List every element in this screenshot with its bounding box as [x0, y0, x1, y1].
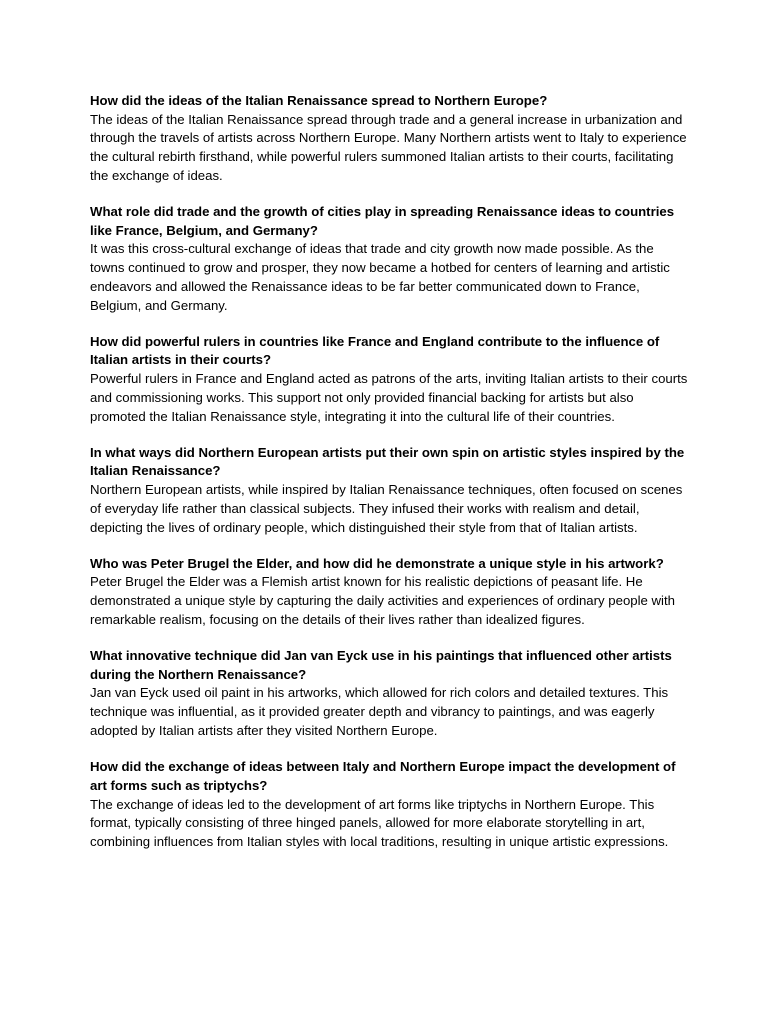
question-heading: How did powerful rulers in countries like France and England contribute to the influence of Italian artists in their courts? [90, 333, 660, 368]
qa-section [90, 647, 690, 741]
question-heading: What role did trade and the growth of cities play in spreading Renaissance ideas to countries like France, Belgium, and Germany? [90, 204, 675, 238]
qa-section [90, 555, 690, 630]
answer-paragraph: It was this cross-cultural exchange of ideas that trade and city growth now made possible. As the towns continued to grow and prosper, they now became a hotbed for centers of learning and artistic endeavors and allowed the Renaissance ideas to be far better communicated down to France, Belgium, and Germany. [90, 241, 670, 313]
qa-section [90, 203, 690, 315]
document-page [90, 92, 690, 869]
question-heading: How did the ideas of the Italian Renaissance spread to Northern Europe? [90, 93, 548, 108]
question-heading: What innovative technique did Jan van Eyck use in his paintings that influenced other artists during the Northern Renaissance? [90, 648, 672, 682]
question-heading: Who was Peter Brugel the Elder, and how did he demonstrate a unique style in his artwork? [90, 555, 664, 571]
answer-paragraph: Powerful rulers in France and England acted as patrons of the arts, inviting Italian artists to their courts and commissioning works. This support not only provided financial backing for artists but also promoted the Italian Renaissance style, integrating it into the cultural life of their countries. [90, 371, 688, 424]
qa-section [90, 92, 690, 186]
qa-section [90, 758, 690, 852]
question-heading: In what ways did Northern European artists put their own spin on artistic styles inspired by the Italian Renaissance? [90, 444, 685, 479]
qa-section [90, 333, 690, 427]
answer-paragraph: Northern European artists, while inspired by Italian Renaissance techniques, often focused on scenes of everyday life rather than classical subjects. They infused their works with realism and detail, depicting the lives of ordinary people, which distinguished their style from that of Italian artists. [90, 482, 683, 535]
answer-paragraph: The exchange of ideas led to the development of art forms like triptychs in Northern Europe. This format, typically consisting of three hinged panels, allowed for more elaborate storytelling in art, combining influences from Italian styles with local traditions, resulting in unique artistic expressions. [90, 796, 669, 849]
qa-section [90, 444, 690, 538]
question-heading: How did the exchange of ideas between Italy and Northern Europe impact the development of art forms such as triptychs? [90, 759, 676, 793]
answer-paragraph: The ideas of the Italian Renaissance spread through trade and a general increase in urbanization and through the travels of artists across Northern Europe. Many Northern artists went to Italy to experience the cultural rebirth firsthand, while powerful rulers summoned Italian artists to their courts, facilitating the exchange of ideas. [90, 111, 687, 183]
answer-paragraph: Jan van Eyck used oil paint in his artworks, which allowed for rich colors and detailed textures. This technique was influential, as it provided greater depth and vibrancy to paintings, and was eagerly adopted by Italian artists after they visited Northern Europe. [90, 685, 669, 738]
answer-paragraph: Peter Brugel the Elder was a Flemish artist known for his realistic depictions of peasant life. He demonstrated a unique style by capturing the daily activities and experiences of ordinary people with remarkable realism, focusing on the details of their lives rather than idealized figures. [90, 574, 675, 627]
